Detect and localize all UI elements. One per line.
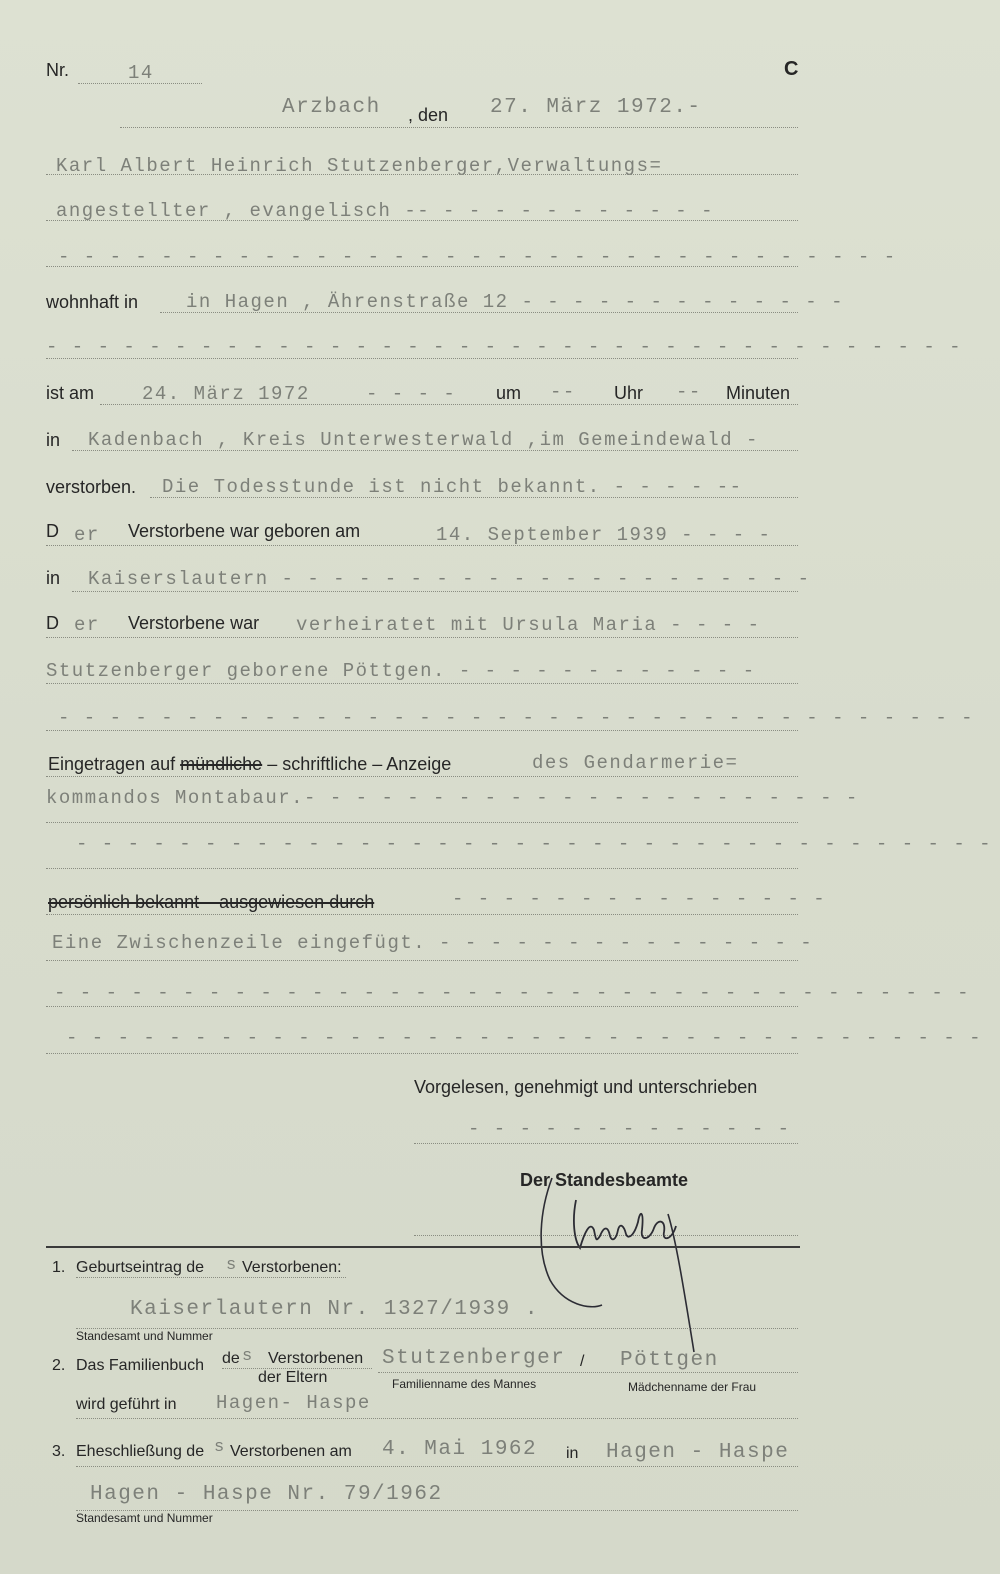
death-hour-note: Die Todesstunde ist nicht bekannt. - - - - --	[162, 476, 743, 498]
line	[414, 1143, 798, 1144]
item2-gefuehrt-label: wird geführt in	[76, 1396, 177, 1413]
birth-place: Kaiserslautern - - - - - - - - - - - - - - - - - - - - -	[88, 568, 811, 590]
item1-fill: s	[226, 1256, 238, 1275]
line	[150, 497, 798, 498]
date-line	[120, 127, 798, 128]
form-letter: C	[784, 58, 799, 80]
line	[46, 914, 798, 915]
den-label: , den	[408, 105, 449, 125]
item3-fill: s	[214, 1438, 226, 1457]
standesamt-label: Standesamt und Nummer	[76, 1329, 213, 1343]
death-hour: --	[550, 381, 576, 403]
ist-am-label: ist am	[46, 383, 95, 403]
person-name: Karl Albert Heinrich Stutzenberger,Verwaltungs=	[56, 155, 663, 177]
section-divider	[46, 1246, 800, 1248]
report-line7: - - - - - - - - - - - - - - - - - - - - - - - - - - - - - - - - - - - -	[66, 1027, 983, 1049]
item2-verstorbenen: Verstorbenen	[268, 1350, 364, 1367]
vorgelesen-label: Vorgelesen, genehmigt und unterschrieben	[414, 1077, 758, 1097]
nr-label: Nr.	[46, 60, 70, 80]
birth-in-label: in	[46, 568, 61, 588]
identity-fill: - - - - - - - - - - - - - - -	[452, 888, 827, 910]
line	[46, 266, 798, 267]
date-value: 27. März 1972.-	[490, 96, 702, 119]
um-label: um	[496, 383, 522, 403]
place-value: Arzbach	[282, 96, 381, 119]
line	[46, 545, 798, 546]
person-fill-line: - - - - - - - - - - - - - - - - - - - - - - - - - - - - - - - - -	[58, 246, 897, 268]
item2-number: 2.	[52, 1357, 66, 1374]
address-fill-line: - - - - - - - - - - - - - - - - - - - - - - - - - - - - - - - - - - - -	[46, 336, 963, 358]
item1-label2: Verstorbenen:	[242, 1259, 342, 1276]
item2-slash: /	[580, 1353, 585, 1370]
item3-value: Hagen - Haspe Nr. 79/1962	[90, 1483, 443, 1506]
eingetragen-text: Eingetragen auf	[48, 754, 176, 774]
line	[46, 776, 798, 777]
death-date-fill: - - - -	[366, 383, 457, 405]
line	[46, 683, 798, 684]
death-date: 24. März 1972	[142, 383, 310, 405]
schriftliche-text: – schriftliche – Anzeige	[267, 754, 452, 774]
item1-label: Geburtseintrag de	[76, 1259, 205, 1276]
death-in-label: in	[46, 430, 61, 450]
death-place: Kadenbach , Kreis Unterwesterwald ,im Gemeindewald -	[88, 429, 759, 451]
report-line3: - - - - - - - - - - - - - - - - - - - - - - - - - - - - - - - - - - - -	[76, 833, 993, 855]
minuten-label: Minuten	[726, 383, 791, 403]
line	[46, 174, 798, 175]
line	[46, 868, 798, 869]
marriage-d-fill: er	[74, 614, 100, 636]
item3-number: 3.	[52, 1443, 66, 1460]
wohnhaft-value: in Hagen , Ährenstraße 12 - - - - - - - - - - - - -	[186, 291, 844, 313]
birth-d-label: D	[46, 521, 59, 541]
identity-struck-text: persönlich bekannt – ausgewiesen durch	[48, 892, 375, 912]
item1-value: Kaiserlautern Nr. 1327/1939 .	[130, 1298, 539, 1321]
item2-fill: s	[242, 1347, 254, 1366]
item3-date: 4. Mai 1962	[382, 1438, 538, 1461]
item3-label: Eheschließung de	[76, 1443, 205, 1460]
identity-struck	[48, 892, 374, 913]
marriage-line1: verheiratet mit Ursula Maria - - - -	[296, 614, 761, 636]
line	[46, 822, 798, 823]
marriage-d-label: D	[46, 613, 59, 633]
insertion-note: Eine Zwischenzeile eingefügt. - - - - - - - - - - - - - - -	[52, 932, 814, 954]
item2-caption-woman: Mädchenname der Frau	[628, 1380, 757, 1394]
war-label: Verstorbene war	[128, 613, 260, 633]
report-value1: des Gendarmerie=	[532, 752, 739, 774]
person-occupation: angestellter , evangelisch -- - - - - - - - - - - -	[56, 200, 714, 222]
standesamt-label-2: Standesamt und Nummer	[76, 1511, 213, 1525]
item3-label2: Verstorbenen am	[230, 1443, 352, 1460]
eingetragen-label	[48, 754, 451, 775]
item2-name-man: Stutzenberger	[382, 1347, 566, 1370]
nr-line	[78, 83, 202, 84]
signature-image	[530, 1170, 720, 1360]
item3-place: Hagen - Haspe	[606, 1441, 790, 1464]
item2-label: Das Familienbuch	[76, 1357, 205, 1374]
nr-value: 14	[128, 62, 154, 84]
line	[46, 220, 798, 221]
death-minutes: --	[676, 381, 702, 403]
wohnhaft-label: wohnhaft in	[46, 292, 139, 312]
line	[378, 1372, 798, 1373]
item3-in: in	[566, 1445, 579, 1462]
line	[160, 312, 798, 313]
line	[100, 404, 798, 405]
report-line2: kommandos Montabaur.- - - - - - - - - - - - - - - - - - - - - -	[46, 787, 859, 809]
uhr-label: Uhr	[614, 383, 644, 403]
report-line6: - - - - - - - - - - - - - - - - - - - - - - - - - - - - - - - - - - - -	[54, 982, 971, 1004]
standesbeamte-label: Der Standesbeamte	[520, 1170, 689, 1190]
line	[72, 591, 798, 592]
vorgelesen-fill: - - - - - - - - - - - - -	[468, 1118, 791, 1140]
line	[72, 450, 798, 451]
item2-gefuehrt-value: Hagen- Haspe	[216, 1392, 371, 1414]
line	[46, 358, 798, 359]
item2-name-woman: Pöttgen	[620, 1349, 719, 1372]
birth-date: 14. September 1939 - - - -	[436, 524, 772, 546]
marriage-line2: Stutzenberger geborene Pöttgen. - - - - - - - - - - - -	[46, 660, 756, 682]
muendliche-struck: mündliche	[180, 754, 263, 774]
item2-caption-man: Familienname des Mannes	[392, 1377, 537, 1391]
geboren-label: Verstorbene war geboren am	[128, 521, 361, 541]
item1-number: 1.	[52, 1259, 66, 1276]
line	[46, 637, 798, 638]
item2-eltern: der Eltern	[258, 1369, 328, 1386]
marriage-line3: - - - - - - - - - - - - - - - - - - - - - - - - - - - - - - - - - - - -	[58, 707, 975, 729]
line	[46, 1006, 798, 1007]
line	[76, 1466, 798, 1467]
birth-d-fill: er	[74, 524, 100, 546]
line	[46, 730, 798, 731]
line	[46, 960, 798, 961]
line	[76, 1418, 798, 1419]
item2-de: de	[222, 1350, 240, 1367]
verstorben-label: verstorben.	[46, 477, 137, 497]
line	[46, 1053, 798, 1054]
line	[76, 1277, 346, 1278]
